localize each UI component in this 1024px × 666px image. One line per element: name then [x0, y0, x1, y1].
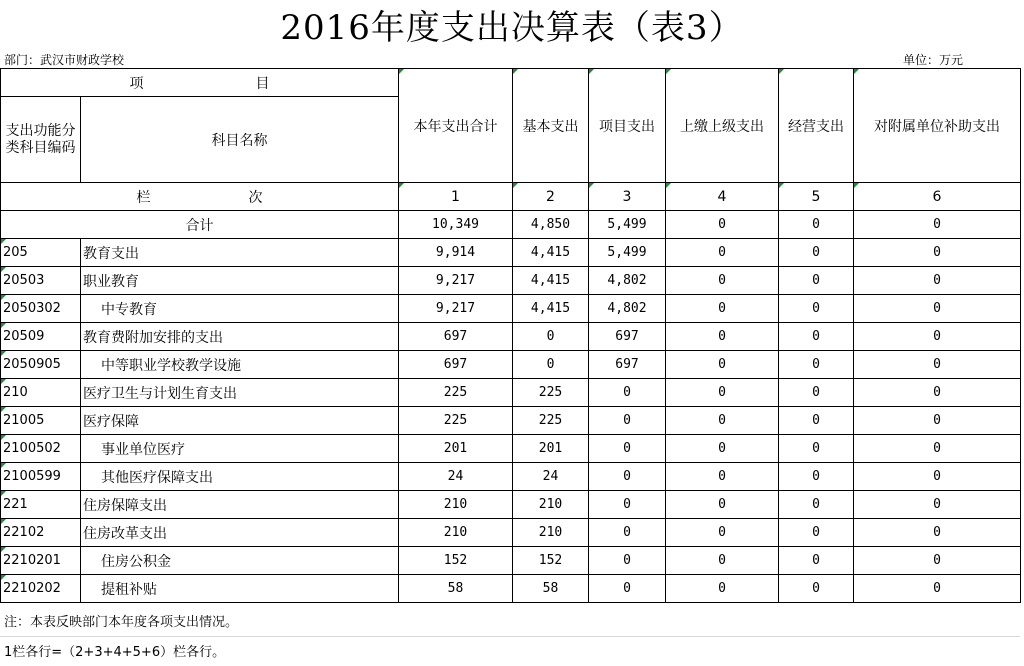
value-cell-col-6: 0	[854, 267, 1021, 295]
value-cell-col-6: 0	[854, 351, 1021, 379]
col-header-4: 上缴上级支出	[666, 69, 779, 183]
subject-name: 中专教育	[81, 295, 399, 323]
value-cell-col-2: 225	[513, 379, 589, 407]
subject-name: 教育支出	[81, 239, 399, 267]
footnote-2: 1栏各行=（2+3+4+5+6）栏各行。	[4, 645, 226, 660]
value-cell-col-6: 0	[854, 547, 1021, 575]
subject-code: 2050302	[1, 295, 81, 323]
name-header: 科目名称	[81, 97, 399, 183]
value-cell-col-3: 4,802	[589, 267, 666, 295]
value-cell-col-6: 0	[854, 379, 1021, 407]
value-cell-col-4: 0	[666, 407, 779, 435]
value-cell-col-4: 0	[666, 239, 779, 267]
value-cell-col-3: 4,802	[589, 295, 666, 323]
value-cell-col-3: 0	[589, 547, 666, 575]
subject-code: 2210202	[1, 575, 81, 603]
subject-name: 教育费附加安排的支出	[81, 323, 399, 351]
subject-code: 210	[1, 379, 81, 407]
value-cell-col-1: 152	[399, 547, 513, 575]
value-cell-col-4: 0	[666, 491, 779, 519]
value-cell-col-4: 0	[666, 295, 779, 323]
value-cell-col-2: 210	[513, 519, 589, 547]
subject-code: 20509	[1, 323, 81, 351]
code-header: 支出功能分类科目编码	[1, 97, 81, 183]
col-header-5: 经营支出	[779, 69, 854, 183]
total-value-2: 4,850	[513, 211, 589, 239]
unit-label: 单位：万元	[903, 53, 964, 67]
value-cell-col-5: 0	[779, 407, 854, 435]
subject-name: 中等职业学校教学设施	[81, 351, 399, 379]
value-cell-col-2: 58	[513, 575, 589, 603]
report-title: 2016年度支出决算表（表3）	[280, 8, 744, 48]
column-number-4: 4	[666, 183, 779, 211]
value-cell-col-4: 0	[666, 351, 779, 379]
total-value-4: 0	[666, 211, 779, 239]
subject-name: 住房公积金	[81, 547, 399, 575]
value-cell-col-1: 697	[399, 351, 513, 379]
column-number-row	[1, 183, 1021, 211]
table-row	[1, 267, 1021, 295]
value-cell-col-4: 0	[666, 519, 779, 547]
value-cell-col-5: 0	[779, 491, 854, 519]
subject-code: 2100502	[1, 435, 81, 463]
subject-name: 医疗保障	[81, 407, 399, 435]
table-row	[1, 435, 1021, 463]
table-row	[1, 547, 1021, 575]
total-row	[1, 211, 1021, 239]
expenditure-table	[0, 68, 1021, 603]
value-cell-col-6: 0	[854, 463, 1021, 491]
value-cell-col-4: 0	[666, 379, 779, 407]
value-cell-col-4: 0	[666, 267, 779, 295]
value-cell-col-4: 0	[666, 575, 779, 603]
value-cell-col-4: 0	[666, 463, 779, 491]
column-number-2: 2	[513, 183, 589, 211]
subject-name: 提租补贴	[81, 575, 399, 603]
value-cell-col-6: 0	[854, 519, 1021, 547]
column-number-3: 3	[589, 183, 666, 211]
value-cell-col-1: 58	[399, 575, 513, 603]
department-label: 部门：武汉市财政学校	[4, 53, 125, 67]
value-cell-col-2: 0	[513, 323, 589, 351]
value-cell-col-5: 0	[779, 575, 854, 603]
value-cell-col-3: 0	[589, 463, 666, 491]
value-cell-col-4: 0	[666, 323, 779, 351]
value-cell-col-1: 210	[399, 519, 513, 547]
total-value-6: 0	[854, 211, 1021, 239]
value-cell-col-2: 210	[513, 491, 589, 519]
subject-name: 事业单位医疗	[81, 435, 399, 463]
col-header-1: 本年支出合计	[399, 69, 513, 183]
col-header-2: 基本支出	[513, 69, 589, 183]
value-cell-col-3: 0	[589, 519, 666, 547]
value-cell-col-2: 0	[513, 351, 589, 379]
subject-code: 205	[1, 239, 81, 267]
value-cell-col-5: 0	[779, 295, 854, 323]
total-value-1: 10,349	[399, 211, 513, 239]
subject-code: 221	[1, 491, 81, 519]
subject-code: 2210201	[1, 547, 81, 575]
value-cell-col-3: 0	[589, 379, 666, 407]
subject-code: 20503	[1, 267, 81, 295]
value-cell-col-1: 9,914	[399, 239, 513, 267]
value-cell-col-2: 4,415	[513, 295, 589, 323]
table-row	[1, 463, 1021, 491]
footnote-1: 注：本表反映部门本年度各项支出情况。	[4, 615, 239, 630]
table-row	[1, 351, 1021, 379]
value-cell-col-2: 152	[513, 547, 589, 575]
value-cell-col-3: 0	[589, 407, 666, 435]
table-row	[1, 379, 1021, 407]
table-row	[1, 575, 1021, 603]
value-cell-col-1: 9,217	[399, 267, 513, 295]
value-cell-col-4: 0	[666, 547, 779, 575]
subject-name: 其他医疗保障支出	[81, 463, 399, 491]
value-cell-col-5: 0	[779, 267, 854, 295]
value-cell-col-6: 0	[854, 491, 1021, 519]
value-cell-col-6: 0	[854, 323, 1021, 351]
column-number-6: 6	[854, 183, 1021, 211]
value-cell-col-4: 0	[666, 435, 779, 463]
value-cell-col-5: 0	[779, 239, 854, 267]
subject-code: 2050905	[1, 351, 81, 379]
value-cell-col-2: 4,415	[513, 267, 589, 295]
value-cell-col-6: 0	[854, 575, 1021, 603]
table-row	[1, 519, 1021, 547]
value-cell-col-1: 24	[399, 463, 513, 491]
subject-code: 21005	[1, 407, 81, 435]
header-row-item	[1, 69, 1021, 97]
column-number-label: 栏 次	[1, 183, 399, 211]
value-cell-col-5: 0	[779, 323, 854, 351]
value-cell-col-3: 5,499	[589, 239, 666, 267]
value-cell-col-3: 697	[589, 351, 666, 379]
value-cell-col-1: 210	[399, 491, 513, 519]
value-cell-col-1: 225	[399, 379, 513, 407]
value-cell-col-2: 24	[513, 463, 589, 491]
table-row	[1, 295, 1021, 323]
value-cell-col-3: 0	[589, 575, 666, 603]
value-cell-col-5: 0	[779, 463, 854, 491]
col-header-6: 对附属单位补助支出	[854, 69, 1021, 183]
value-cell-col-5: 0	[779, 435, 854, 463]
value-cell-col-2: 225	[513, 407, 589, 435]
subject-code: 22102	[1, 519, 81, 547]
table-row	[1, 407, 1021, 435]
column-number-1: 1	[399, 183, 513, 211]
value-cell-col-3: 0	[589, 435, 666, 463]
total-value-5: 0	[779, 211, 854, 239]
subject-name: 住房保障支出	[81, 491, 399, 519]
table-row	[1, 239, 1021, 267]
value-cell-col-6: 0	[854, 407, 1021, 435]
value-cell-col-3: 0	[589, 491, 666, 519]
value-cell-col-5: 0	[779, 351, 854, 379]
value-cell-col-2: 201	[513, 435, 589, 463]
value-cell-col-1: 225	[399, 407, 513, 435]
subject-name: 职业教育	[81, 267, 399, 295]
value-cell-col-2: 4,415	[513, 239, 589, 267]
table-row	[1, 323, 1021, 351]
value-cell-col-1: 9,217	[399, 295, 513, 323]
value-cell-col-3: 697	[589, 323, 666, 351]
total-value-3: 5,499	[589, 211, 666, 239]
value-cell-col-5: 0	[779, 519, 854, 547]
total-label: 合计	[1, 211, 399, 239]
sheet-gridline	[0, 636, 1020, 637]
subject-code: 2100599	[1, 463, 81, 491]
table-row	[1, 491, 1021, 519]
subject-name: 住房改革支出	[81, 519, 399, 547]
value-cell-col-6: 0	[854, 239, 1021, 267]
value-cell-col-5: 0	[779, 379, 854, 407]
value-cell-col-1: 201	[399, 435, 513, 463]
value-cell-col-5: 0	[779, 547, 854, 575]
value-cell-col-6: 0	[854, 435, 1021, 463]
value-cell-col-6: 0	[854, 295, 1021, 323]
subject-name: 医疗卫生与计划生育支出	[81, 379, 399, 407]
col-header-3: 项目支出	[589, 69, 666, 183]
value-cell-col-1: 697	[399, 323, 513, 351]
column-number-5: 5	[779, 183, 854, 211]
item-header: 项 目	[1, 69, 399, 97]
